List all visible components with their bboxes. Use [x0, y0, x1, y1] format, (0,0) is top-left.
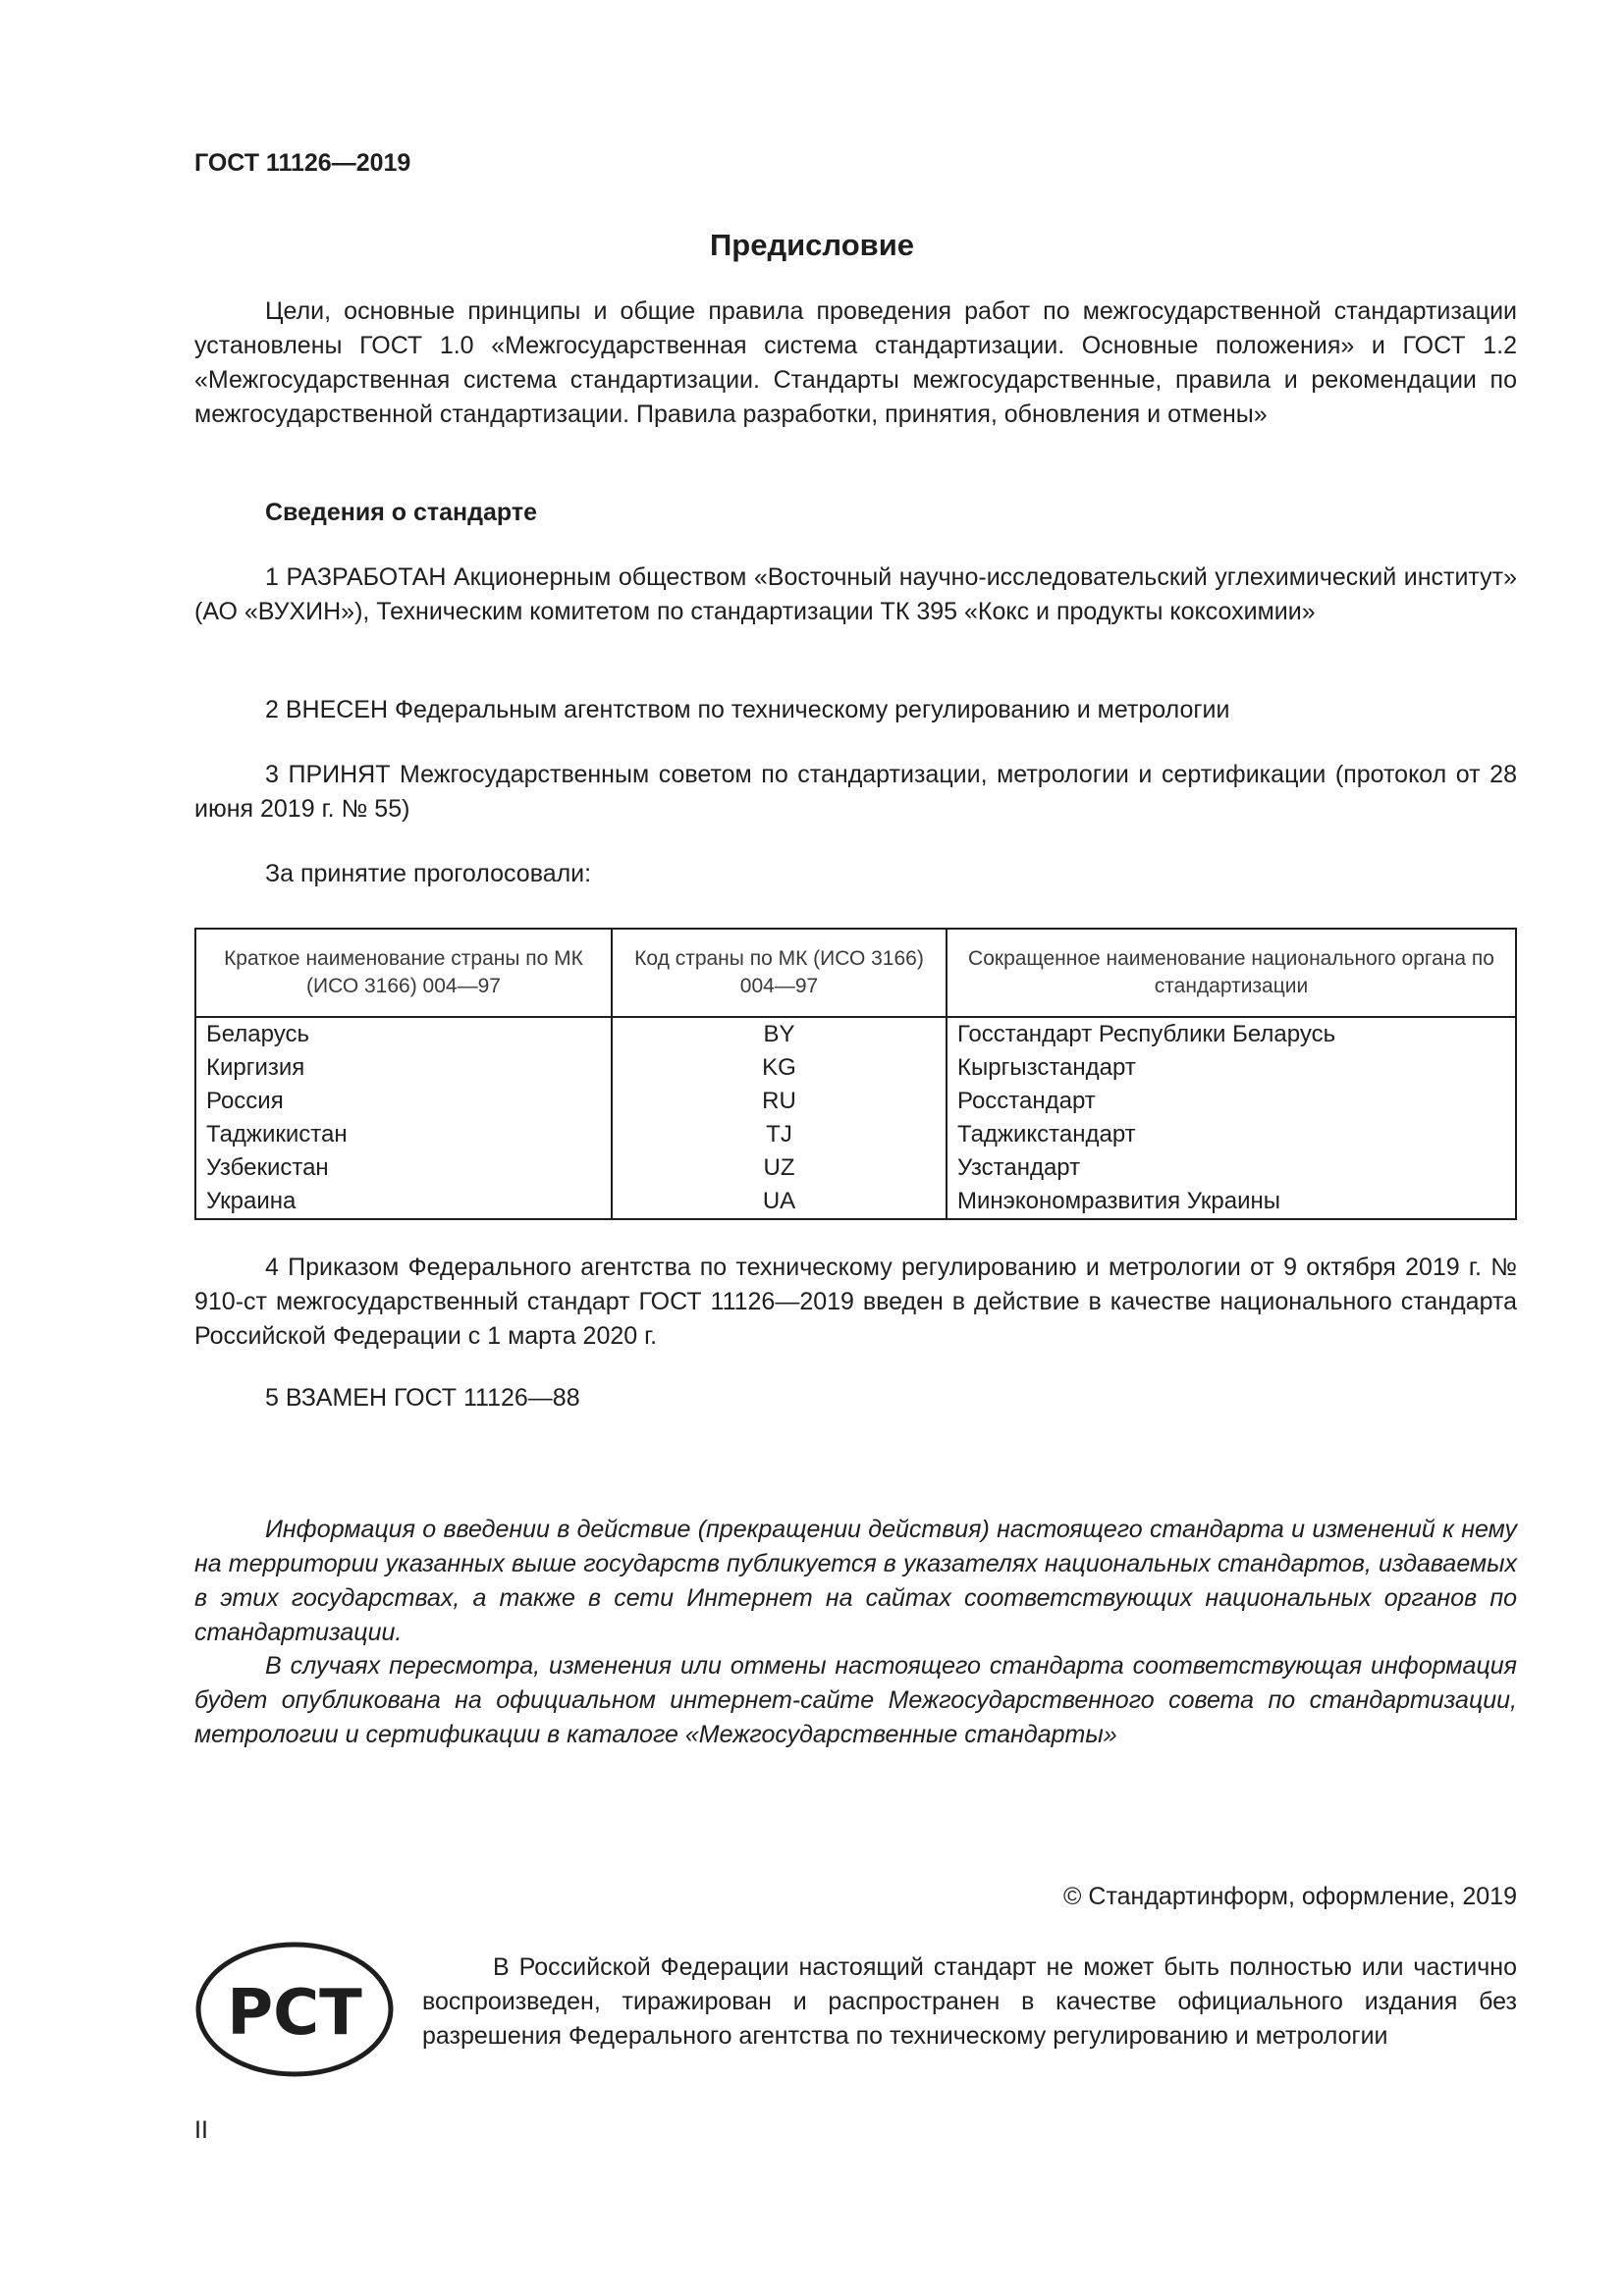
- table-row: [195, 1085, 1516, 1118]
- section-title: Сведения о стандарте: [265, 499, 538, 526]
- notice-paragraph-2: [194, 1649, 1517, 1752]
- country-name-cell: Узбекистан: [195, 1151, 612, 1185]
- rst-logo-svg: [194, 1941, 396, 2078]
- item-2-text: 2 ВНЕСЕН Федеральным агентством по техническому регулированию и метрологии: [265, 696, 1230, 723]
- legal-note-paragraph: [422, 1950, 1517, 2054]
- vote-intro-text: За принятие проголосовали:: [265, 860, 592, 887]
- item-5-text: 5 ВЗАМЕН ГОСТ 11126—88: [265, 1384, 580, 1412]
- intro-paragraph: [194, 294, 1517, 432]
- country-code-cell: TJ: [612, 1118, 947, 1151]
- standards-body-cell: Росстандарт: [947, 1085, 1516, 1118]
- table-row: [195, 1118, 1516, 1151]
- item-1-paragraph: [194, 561, 1517, 629]
- country-code-cell: KG: [612, 1051, 947, 1085]
- legal-note-text: В Российской Федерации настоящий стандарт не может быть полностью или частично воспроизведен, тиражирован и распространен в качестве официального издания без разрешения Федерального агентства по техническому регулированию и метрологии: [422, 1953, 1517, 2050]
- item-3-paragraph: [194, 758, 1517, 827]
- intro-text: Цели, основные принципы и общие правила проведения работ по межгосударственной стандартизации установлены ГОСТ 1.0 «Межгосударственная система стандартизации. Основные положения» и ГОСТ 1.2 «Межгосударственная система стандартизации. Стандарты межгосударственные, правила и рекомендации по межгосударственной стандартизации. Правила разработки, принятия, обновления и отмены»: [194, 297, 1517, 428]
- logo-lettering: РСТ: [227, 1977, 362, 2050]
- item-2-paragraph: [194, 693, 1517, 727]
- table-row: [195, 1151, 1516, 1185]
- notice-text-2: В случаях пересмотра, изменения или отмены настоящего стандарта соответствующая информация будет опубликована на официальном интернет-сайте Межгосударственного совета по стандартизации, метрологии и сертификации в каталоге «Межгосударственные стандарты»: [194, 1652, 1517, 1748]
- country-name-cell: Россия: [195, 1085, 612, 1118]
- standards-body-cell: Кыргызстандарт: [947, 1051, 1516, 1085]
- table-header-row: [195, 929, 1516, 1017]
- table-row: [195, 1051, 1516, 1085]
- document-code-header: ГОСТ 11126—2019: [194, 149, 411, 177]
- page-title: Предисловие: [709, 228, 914, 262]
- item-5-paragraph: [194, 1381, 1517, 1415]
- header-standards-body: Сокращенное наименование национального органа по стандартизации: [947, 929, 1516, 1017]
- notice-text-1: Информация о введении в действие (прекращении действия) настоящего стандарта и изменений к нему на территории указанных выше государств публикуется в указателях национальных стандартов, издаваемых в этих государствах, а также в сети Интернет на сайтах соответствующих национальных органов по стандартизации.: [194, 1516, 1517, 1646]
- vote-intro-paragraph: [194, 857, 1517, 891]
- country-code-cell: UA: [612, 1185, 947, 1219]
- item-1-text: 1 РАЗРАБОТАН Акционерным обществом «Восточный научно-исследовательский углехимический институт» (АО «ВУХИН»), Техническим комитетом по стандартизации ТК 395 «Кокс и продукты коксохимии»: [194, 563, 1517, 625]
- country-name-cell: Беларусь: [195, 1017, 612, 1051]
- item-4-paragraph: [194, 1251, 1517, 1354]
- standards-body-cell: Таджикстандарт: [947, 1118, 1516, 1151]
- country-name-cell: Таджикистан: [195, 1118, 612, 1151]
- copyright-line: © Стандартинформ, оформление, 2019: [1063, 1883, 1517, 1910]
- page-number: II: [194, 2116, 208, 2144]
- rst-certification-mark-icon: [194, 1941, 396, 2078]
- country-code-cell: RU: [612, 1085, 947, 1118]
- item-3-text: 3 ПРИНЯТ Межгосударственным советом по стандартизации, метрологии и сертификации (протокол от 28 июня 2019 г. № 55): [194, 761, 1517, 823]
- country-code-cell: BY: [612, 1017, 947, 1051]
- header-country-name: Краткое наименование страны по МК (ИСО 3166) 004—97: [195, 929, 612, 1017]
- country-name-cell: Украина: [195, 1185, 612, 1219]
- voting-countries-table: [194, 928, 1517, 1220]
- standards-body-cell: Узстандарт: [947, 1151, 1516, 1185]
- item-4-text: 4 Приказом Федерального агентства по техническому регулированию и метрологии от 9 октября 2019 г. № 910-ст межгосударственный стандарт ГОСТ 11126—2019 введен в действие в качестве национального стандарта Российской Федерации с 1 марта 2020 г.: [194, 1254, 1517, 1350]
- notice-paragraph-1: [194, 1513, 1517, 1650]
- header-country-code: Код страны по МК (ИСО 3166) 004—97: [612, 929, 947, 1017]
- table-row: [195, 1185, 1516, 1219]
- country-code-cell: UZ: [612, 1151, 947, 1185]
- country-name-cell: Киргизия: [195, 1051, 612, 1085]
- table-row: [195, 1017, 1516, 1051]
- standards-body-cell: Минэкономразвития Украины: [947, 1185, 1516, 1219]
- standards-body-cell: Госстандарт Республики Беларусь: [947, 1017, 1516, 1051]
